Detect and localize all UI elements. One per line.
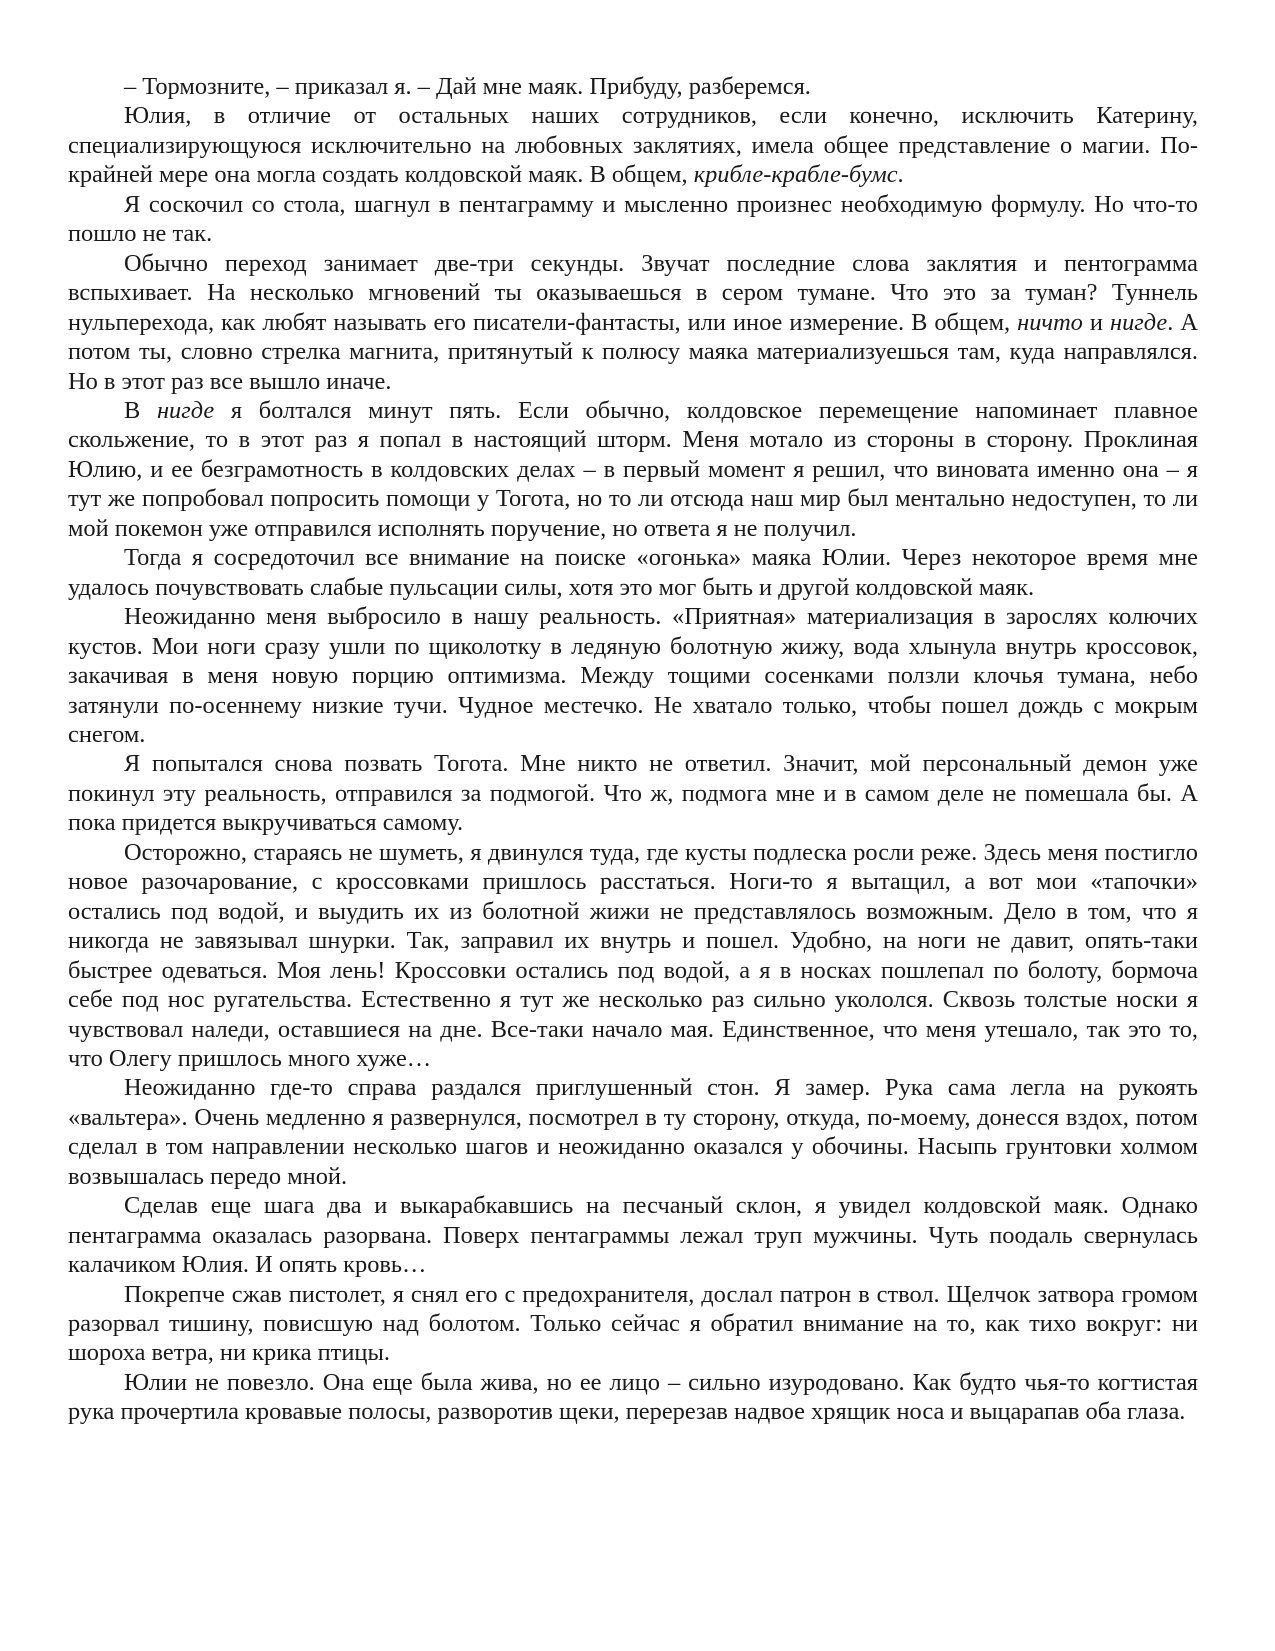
paragraph: Я соскочил со стола, шагнул в пентаграмму и мысленно произнес необходимую формулу. Но что-то пошло не так. [68, 190, 1198, 248]
italic-phrase: нигде [1109, 308, 1168, 336]
paragraph: Тогда я сосредоточил все внимание на поиске «огонька» маяка Юлии. Через некоторое время мне удалось почувствовать слабые пульсации силы, хотя это мог быть и другой колдовской маяк. [68, 544, 1198, 601]
paragraph: Юлия, в отличие от остальных наших сотрудников, если конечно, исключить Катерину, специализирующуюся исключительно на любовных заклятиях, имела общее представление о магии. По-крайней мере она могла создать колдовской маяк. В общем, крибле-крабле-бумс. [68, 102, 1198, 189]
paragraph: Я попытался снова позвать Тогота. Мне никто не ответил. Значит, мой персональный демон уже покинул эту реальность, отправился за подмогой. Что ж, подмога мне и в самом деле не помешала бы. А пока придется выкручиваться самому. [68, 750, 1198, 837]
page-body [68, 72, 1198, 1427]
paragraph: В нигде я болтался минут пять. Если обычно, колдовское перемещение напоминает плавное скольжение, то в этот раз я попал в настоящий шторм. Меня мотало из стороны в сторону. Проклиная Юлию, и ее безграмотность в колдовских делах – в первый момент я решил, что виновата именно она – я тут же попробовал попросить помощи у Тогота, но то ли отсюда наш мир был ментально недоступен, то ли мой покемон уже отправился исполнять поручение, но ответа я не получил. [68, 396, 1198, 542]
italic-phrase: ничто [1017, 308, 1083, 336]
paragraph: Покрепче сжав пистолет, я снял его с предохранителя, дослал патрон в ствол. Щелчок затвора громом разорвал тишину, повисшую над болотом. Только сейчас я обратил внимание на то, как тихо вокруг: ни шороха ветра, ни крика птицы. [68, 1280, 1198, 1367]
paragraph: Юлии не повезло. Она еще была жива, но ее лицо – сильно изуродовано. Как будто чья-то когтистая рука прочертила кровавые полосы, разворотив щеки, перерезав надвое хрящик носа и выцарапав оба глаза. [68, 1368, 1198, 1426]
paragraph: – Тормозните, – приказал я. – Дай мне маяк. Прибуду, разберемся. [124, 73, 811, 100]
paragraph: Сделав еще шага два и выкарабкавшись на песчаный склон, я увидел колдовской маяк. Однако пентаграмма оказалась разорвана. Поверх пентаграммы лежал труп мужчины. Чуть поодаль свернулась калачиком Юлия. И опять кровь… [68, 1192, 1198, 1279]
italic-phrase: нигде [156, 396, 215, 424]
paragraph: Неожиданно где-то справа раздался приглушенный стон. Я замер. Рука сама легла на рукоять «вальтера». Очень медленно я развернулся, посмотрел в ту сторону, откуда, по-моему, донесся вздох, потом сделал в том направлении несколько шагов и неожиданно оказался у обочины. Насыпь грунтовки холмом возвышалась передо мной. [68, 1074, 1198, 1190]
paragraph: Осторожно, стараясь не шуметь, я двинулся туда, где кусты подлеска росли реже. Здесь меня постигло новое разочарование, с кроссовками пришлось расстаться. Ноги-то я вытащил, а вот мои «тапочки» остались под водой, и выудить их из болотной жижи не представлялось возможным. Дело в том, что я никогда не завязывал шнурки. Так, заправил их внутрь и пошел. Удобно, на ноги не давит, опять-таки быстрее одеваться. Моя лень! Кроссовки остались под водой, а я в носках пошлепал по болоту, бормоча себе под нос ругательства. Естественно я тут же несколько раз сильно укололся. Сквозь толстые носки я чувствовал наледи, оставшиеся на дне. Все-таки начало мая. Единственное, что меня утешало, так это то, что Олегу пришлось много хуже… [68, 838, 1198, 1072]
paragraph: Обычно переход занимает две-три секунды. Звучат последние слова заклятия и пентограмма вспыхивает. На несколько мгновений ты оказываешься в сером тумане. Что это за туман? Туннель нульперехода, как любят называть его писатели-фантасты, или иное измерение. В общем, ничто и нигде. А потом ты, словно стрелка магнита, притянутый к полюсу маяка материализуешься там, куда направлялся. Но в этот раз все вышло иначе. [68, 249, 1198, 395]
italic-phrase: крибле-крабле-бумс [693, 161, 898, 189]
paragraph: Неожиданно меня выбросило в нашу реальность. «Приятная» материализация в зарослях колючих кустов. Мои ноги сразу ушли по щиколотку в ледяную болотную жижу, вода хлынула внутрь кроссовок, закачивая в меня новую порцию оптимизма. Между тощими сосенками ползли клочья тумана, небо затянули по-осеннему низкие тучи. Чудное местечко. Не хватало только, чтобы пошел дождь с мокрым снегом. [68, 603, 1198, 748]
